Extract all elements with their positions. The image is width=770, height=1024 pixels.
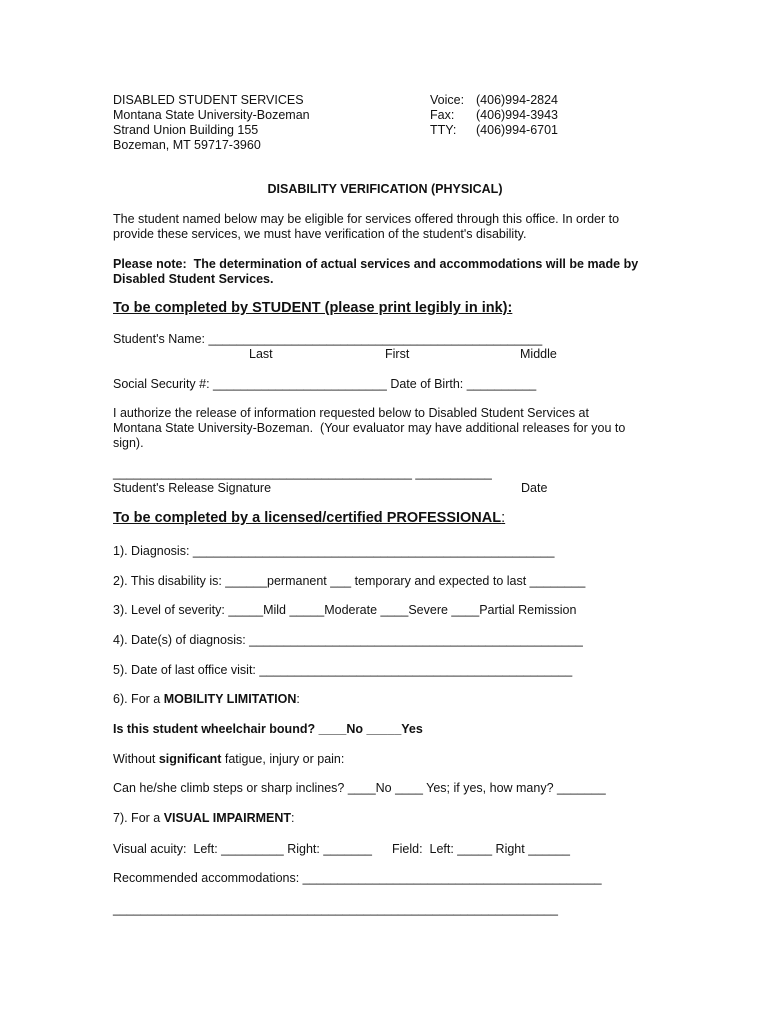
form-title: DISABILITY VERIFICATION (PHYSICAL) [267,182,503,196]
signature-label: Student's Release Signature [113,481,272,495]
visual-field-field[interactable]: Field: Left: _____ Right ______ [392,842,570,856]
fatigue-suffix: fatigue, injury or pain: [221,752,345,766]
diagnosis-field[interactable]: 1). Diagnosis: ____________________________________________________ [113,544,555,558]
mobility-prefix: 6). For a [113,692,164,706]
visual-acuity-field[interactable]: Visual acuity: Left: _________ Right: _______ [113,842,372,856]
voice-label: Voice: [430,93,465,107]
name-first-label: First [385,347,410,361]
diagnosis-date-field[interactable]: 4). Date(s) of diagnosis: ________________________________________________ [113,633,583,647]
university-name: Montana State University-Bozeman [113,108,310,122]
mobility-label: MOBILITY LIMITATION [163,692,297,706]
wheelchair-question[interactable]: Is this student wheelchair bound? ____No _____Yes [113,722,423,736]
fatigue-question [113,752,344,767]
note-line-1: Please note: The determination of actual services and accommodations will be made by [113,257,639,271]
student-section-heading: To be completed by STUDENT (please print legibly in ink): [113,300,513,316]
fax-label: Fax: [430,108,455,122]
name-middle-label: Middle [520,347,557,361]
mobility-suffix: : [296,692,300,706]
fax-number: (406)994-3943 [476,108,559,122]
signature-date-label: Date [521,481,548,495]
student-name-field[interactable]: Student's Name: ________________________________________________ [113,332,543,346]
visual-label: VISUAL IMPAIRMENT [163,811,292,825]
recommended-accommodations-field[interactable]: Recommended accommodations: ___________________________________________ [113,871,602,885]
visual-prefix: 7). For a [113,811,164,825]
authorize-line-1: I authorize the release of information requested below to Disabled Student Services at [113,406,589,420]
authorize-line-3: sign). [113,436,144,450]
mobility-heading [113,692,300,707]
visual-heading [113,811,295,826]
fatigue-bold: significant [158,752,222,766]
disability-duration-field[interactable]: 2). This disability is: ______permanent ___ temporary and expected to last ________ [113,574,586,588]
office-name: DISABLED STUDENT SERVICES [113,93,304,107]
visual-suffix: : [291,811,295,825]
tty-label: TTY: [430,123,457,137]
city-address: Bozeman, MT 59717-3960 [113,138,261,152]
voice-number: (406)994-2824 [476,93,559,107]
fatigue-prefix: Without [113,752,159,766]
signature-field[interactable]: ___________________________________________ ___________ [113,466,492,480]
professional-heading-text: To be completed by a licensed/certified PROFESSIONAL [113,510,502,526]
building-address: Strand Union Building 155 [113,123,259,137]
accommodations-blank-line[interactable]: ________________________________________________________________ [113,902,558,916]
intro-line-1: The student named below may be eligible for services offered through this office. In order to [113,212,620,226]
name-last-label: Last [249,347,273,361]
tty-number: (406)994-6701 [476,123,559,137]
last-visit-field[interactable]: 5). Date of last office visit: _____________________________________________ [113,663,573,677]
authorize-line-2: Montana State University-Bozeman. (Your evaluator may have additional releases for you to [113,421,626,435]
professional-heading-colon: : [501,510,506,526]
severity-field[interactable]: 3). Level of severity: _____Mild _____Moderate ____Severe ____Partial Remission [113,603,577,617]
professional-section-heading [113,511,505,526]
ssn-dob-field[interactable]: Social Security #: _________________________ Date of Birth: __________ [113,377,537,391]
note-line-2: Disabled Student Services. [113,272,274,286]
climb-question[interactable]: Can he/she climb steps or sharp inclines? ____No ____ Yes; if yes, how many? _______ [113,781,606,795]
intro-line-2: provide these services, we must have verification of the student's disability. [113,227,527,241]
